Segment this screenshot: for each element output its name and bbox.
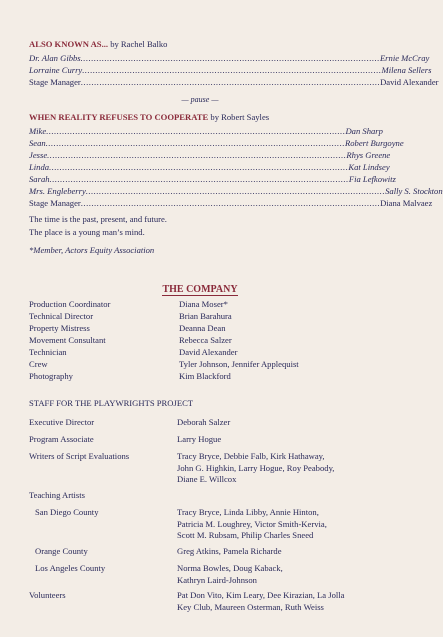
company-role: Crew xyxy=(29,359,48,369)
cast-row xyxy=(29,53,430,65)
leader-dots: ................................................................................................................. xyxy=(45,138,345,148)
staff-names-line: Greg Atkins, Pamela Richarde xyxy=(177,546,282,556)
company-person: David Alexander xyxy=(179,347,238,357)
staff-names-line: Diane E. Willcox xyxy=(177,474,237,485)
staff-names xyxy=(177,417,392,429)
cast-role: Jesse xyxy=(29,150,48,160)
staff-names-line: Scott M. Rubsam, Philip Charles Sneed xyxy=(177,530,314,541)
leader-dots: ................................................................................................................. xyxy=(80,77,381,87)
staff-names-line: Pat Don Vito, Kim Leary, Dee Kirazian, La Jolla xyxy=(177,590,345,600)
cast-actor: Milena Sellers xyxy=(381,65,432,75)
staff-role: San Diego County xyxy=(35,507,99,517)
staff-names-line: Key Club, Maureen Osterman, Ruth Weiss xyxy=(177,601,324,612)
staff-names xyxy=(177,507,392,542)
staff-names-line: John G. Highkin, Larry Hogue, Roy Peabody, xyxy=(177,462,335,473)
cast-row xyxy=(29,138,404,150)
setting-place: The place is a young man’s mind. xyxy=(29,227,145,237)
cast-role: Stage Manager xyxy=(29,198,81,208)
staff-names xyxy=(177,563,392,586)
cast-row xyxy=(29,198,433,210)
company-person: Brian Barahura xyxy=(179,311,232,321)
company-person: Rebecca Salzer xyxy=(179,335,232,345)
cast-row xyxy=(29,77,439,89)
leader-dots: ................................................................................................................. xyxy=(80,53,380,63)
cast-row xyxy=(29,186,443,198)
staff-heading: STAFF FOR THE PLAYWRIGHTS PROJECT xyxy=(29,398,194,408)
cast-actor: Dan Sharp xyxy=(345,126,383,136)
cast-actor: Robert Burgoyne xyxy=(345,138,404,148)
cast-role: Sean xyxy=(29,138,46,148)
company-person: Tyler Johnson, Jennifer Applequist xyxy=(179,359,299,369)
cast-actor: Kat Lindsey xyxy=(348,162,390,172)
cast-row xyxy=(29,65,432,77)
staff-role: Program Associate xyxy=(29,434,94,444)
leader-dots: ................................................................................................................. xyxy=(80,198,381,208)
company-heading-text: THE COMPANY xyxy=(162,284,238,295)
leader-dots: ................................................................................................................. xyxy=(47,150,347,160)
staff-names-line: Patricia M. Loughrey, Victor Smith-Kervia, xyxy=(177,518,327,529)
play1-heading xyxy=(29,39,167,51)
cast-row xyxy=(29,174,396,186)
company-role: Technician xyxy=(29,347,67,357)
staff-role: Teaching Artists xyxy=(29,490,85,500)
staff-names xyxy=(177,590,392,613)
staff-role: Volunteers xyxy=(29,590,66,600)
staff-role: Writers of Script Evaluations xyxy=(29,451,130,461)
cast-row xyxy=(29,126,383,138)
cast-actor: Sally S. Stockton xyxy=(385,186,443,196)
company-role: Technical Director xyxy=(29,311,94,321)
company-person: Diana Moser* xyxy=(179,299,228,309)
setting-time: The time is the past, present, and future. xyxy=(29,214,167,224)
play2-title: WHEN REALITY REFUSES TO COOPERATE xyxy=(29,112,209,122)
staff-names xyxy=(177,434,392,446)
leader-dots: ................................................................................................................. xyxy=(49,162,349,172)
staff-names xyxy=(177,451,392,486)
cast-role: Stage Manager xyxy=(29,77,81,87)
cast-role: Mike xyxy=(29,126,47,136)
company-heading xyxy=(0,283,400,297)
leader-dots: ................................................................................................................. xyxy=(85,186,386,196)
cast-actor: Diana Malvaez xyxy=(380,198,433,208)
play1-author: by Rachel Balko xyxy=(110,39,168,49)
company-person: Kim Blackford xyxy=(179,371,231,381)
leader-dots: ................................................................................................................. xyxy=(46,126,346,136)
pause-label: — pause — xyxy=(181,95,219,104)
company-role: Property Mistress xyxy=(29,323,90,333)
staff-names xyxy=(177,546,392,558)
cast-row xyxy=(29,162,390,174)
staff-role: Los Angeles County xyxy=(35,563,106,573)
cast-actor: David Alexander xyxy=(380,77,439,87)
cast-actor: Ernie McCray xyxy=(379,53,430,63)
staff-names-line: Tracy Bryce, Debbie Falb, Kirk Hathaway, xyxy=(177,451,325,461)
cast-role: Mrs. Engleberry xyxy=(29,186,86,196)
cast-role: Sarah xyxy=(29,174,50,184)
play1-title: ALSO KNOWN AS... xyxy=(29,39,109,49)
staff-names-line: Kathryn Laird-Johnson xyxy=(177,574,257,585)
leader-dots: ................................................................................................................. xyxy=(82,65,382,75)
company-person: Deanna Dean xyxy=(179,323,226,333)
staff-names-line: Norma Bowles, Doug Kaback, xyxy=(177,563,283,573)
play2-author: by Robert Sayles xyxy=(210,112,270,122)
staff-names-line: Deborah Salzer xyxy=(177,417,231,427)
cast-role: Linda xyxy=(29,162,50,172)
cast-row xyxy=(29,150,391,162)
cast-role: Lorraine Curry xyxy=(29,65,83,75)
staff-role: Orange County xyxy=(35,546,88,556)
cast-role: Dr. Alan Gibbs xyxy=(29,53,81,63)
company-role: Production Coordinator xyxy=(29,299,111,309)
play2-heading xyxy=(29,112,269,124)
staff-role: Executive Director xyxy=(29,417,95,427)
leader-dots: ................................................................................................................. xyxy=(49,174,349,184)
company-role: Movement Consultant xyxy=(29,335,106,345)
company-role: Photography xyxy=(29,371,73,381)
equity-footnote: *Member, Actors Equity Association xyxy=(29,245,155,255)
cast-actor: Fia Lefkowitz xyxy=(348,174,396,184)
staff-names-line: Tracy Bryce, Linda Libby, Annie Hinton, xyxy=(177,507,319,517)
staff-names-line: Larry Hogue xyxy=(177,434,222,444)
cast-actor: Rhys Greene xyxy=(346,150,391,160)
